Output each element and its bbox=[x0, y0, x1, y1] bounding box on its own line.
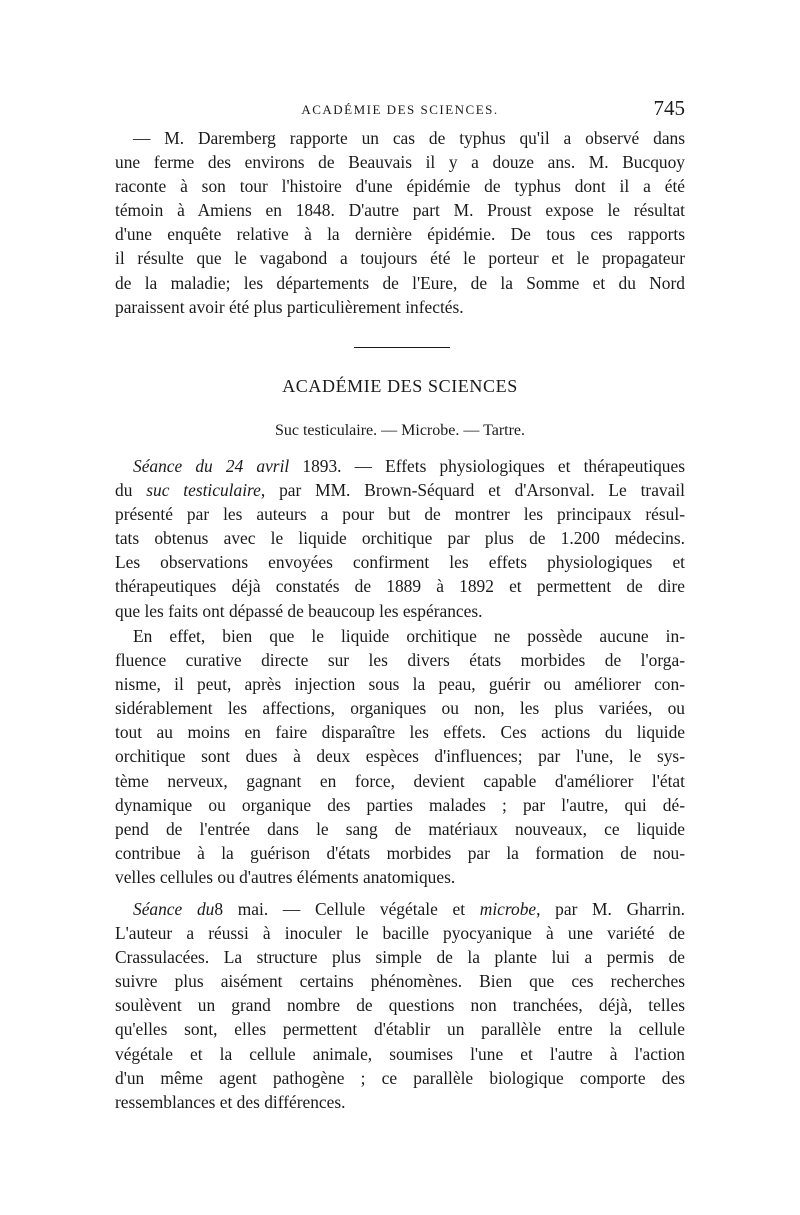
text-line: du suc testiculaire, par MM. Brown-Séquard et d'Arsonval. Le travail bbox=[115, 480, 685, 501]
text-line: Les observations envoyées confirment les effets physiologiques et bbox=[115, 552, 685, 573]
text-line: pend de l'entrée dans le sang de matériaux nouveaux, ce liquide bbox=[115, 818, 685, 839]
text-line: témoin à Amiens en 1848. D'autre part M. Proust expose le résultat bbox=[115, 200, 685, 221]
paragraph-seance-24-avril bbox=[115, 454, 685, 623]
text-line: soulèvent un grand nombre de questions non tranchées, déjà, telles bbox=[115, 995, 685, 1016]
text-line: sidérablement les affections, organiques ou non, les plus variées, ou bbox=[115, 698, 685, 719]
text-line: Séance du8 mai. — Cellule végétale et microbe, par M. Gharrin. bbox=[133, 899, 686, 919]
text-line: d'un même agent pathogène ; ce parallèle biologique comporte des bbox=[115, 1067, 685, 1088]
text-line: il résulte que le vagabond a toujours été le porteur et le propagateur bbox=[115, 248, 685, 269]
text-line: d'une enquête relative à la dernière épidémie. De tous ces rapports bbox=[115, 224, 685, 245]
text-line: thérapeutiques déjà constatés de 1889 à 1892 et permettent de dire bbox=[115, 576, 685, 597]
text-line: Séance du 24 avril 1893. — Effets physiologiques et thérapeutiques bbox=[133, 456, 685, 476]
text-line: ressemblances et des différences. bbox=[115, 1091, 346, 1112]
text-line: tout au moins en faire disparaître les effets. Ces actions du liquide bbox=[115, 722, 685, 743]
section-title: ACADÉMIE DES SCIENCES bbox=[282, 376, 518, 396]
section-divider bbox=[354, 347, 450, 348]
text-line: fluence curative directe sur les divers états morbides de l'orga- bbox=[115, 650, 685, 671]
seance-date: Séance du bbox=[133, 899, 215, 919]
text-line: tats obtenus avec le liquide orchitique par plus de 1.200 médecins. bbox=[115, 528, 685, 549]
intro-paragraph bbox=[115, 126, 685, 319]
italic-term: suc testiculaire bbox=[146, 480, 261, 501]
text-line: une ferme des environs de Beauvais il y a douze ans. M. Bucquoy bbox=[115, 152, 685, 173]
text-line: qu'elles sont, elles permettent d'établir un parallèle entre la cellule bbox=[115, 1019, 685, 1040]
italic-term: microbe bbox=[479, 899, 537, 919]
text-line: En effet, bien que le liquide orchitique ne possède aucune in- bbox=[133, 626, 685, 646]
text-line: Crassulacées. La structure plus simple de la plante lui a permis de bbox=[115, 947, 685, 968]
text-line: suivre plus aisément certains phénomènes. Bien que ces recherches bbox=[115, 971, 685, 992]
text-line: nisme, il peut, après injection sous la peau, guérir ou améliorer con- bbox=[115, 674, 685, 695]
text-line: que les faits ont dépassé de beaucoup les espérances. bbox=[115, 600, 483, 621]
section-subtitle: Suc testiculaire. — Microbe. — Tartre. bbox=[274, 422, 526, 439]
text-line: dynamique ou organique des parties malades ; par l'autre, qui dé- bbox=[115, 794, 685, 815]
text-line: orchitique sont dues à deux espèces d'influences; par l'une, le sys- bbox=[115, 746, 685, 767]
text-line: tème nerveux, gagnant en force, devient capable d'améliorer l'état bbox=[115, 770, 685, 791]
paragraph-seance-8-mai bbox=[115, 897, 685, 1114]
running-head bbox=[115, 96, 685, 122]
text-line: contribue à la guérison d'états morbides par la formation de nou- bbox=[115, 842, 685, 863]
paragraph-en-effet bbox=[115, 624, 685, 889]
text-line: végétale et la cellule animale, soumises l'une et l'autre à l'action bbox=[115, 1043, 685, 1064]
text-line: raconte à son tour l'histoire d'une épidémie de typhus dont il a été bbox=[115, 176, 685, 197]
text-line: — M. Daremberg rapporte un cas de typhus qu'il a observé dans bbox=[133, 128, 685, 148]
text-line: L'auteur a réussi à inoculer le bacille pyocyanique à une variété de bbox=[115, 923, 685, 944]
text-line: paraissent avoir été plus particulièrement infectés. bbox=[115, 296, 464, 317]
text-line: velles cellules ou d'autres éléments anatomiques. bbox=[115, 866, 456, 887]
text-line: de la maladie; les départements de l'Eure, de la Somme et du Nord bbox=[115, 272, 685, 293]
seance-date: Séance du 24 avril bbox=[133, 456, 290, 476]
text-line: présenté par les auteurs a pour but de montrer les principaux résul- bbox=[115, 504, 685, 525]
page-number: 745 bbox=[653, 96, 685, 120]
running-title: ACADÉMIE DES SCIENCES. bbox=[301, 102, 499, 117]
